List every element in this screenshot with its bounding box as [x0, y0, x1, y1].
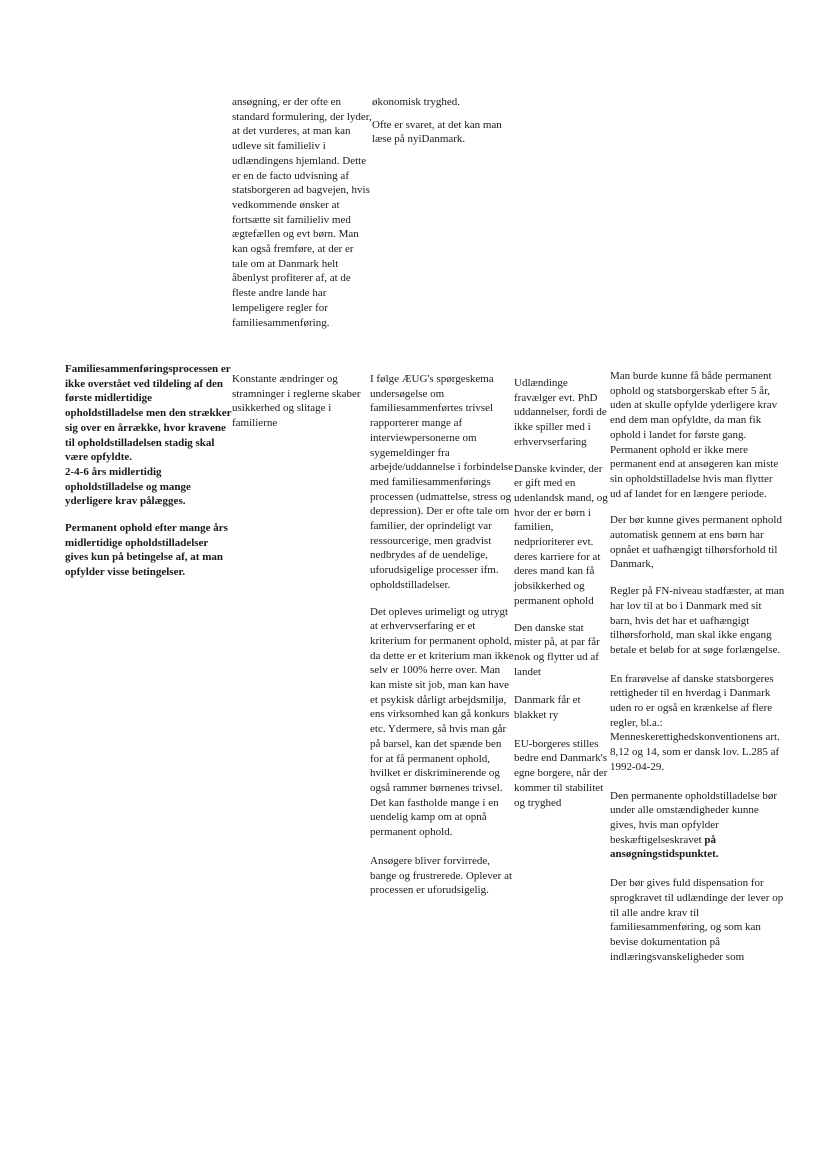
col5-paragraph-4: En frarøvelse af danske statsborgeres rettigheder til en hverdag i Danmark uden ro er også en krænkelse af flere regler, bl.a.: Menneskerettighedskonventionens art. 8,12 og 14, som er dansk lov. L.285 af 1992-04-29.	[610, 672, 780, 773]
col1-paragraph-3: Permanent ophold efter mange års midlertidige opholdstilladelser gives kun på betingelse af, at man opfylder visse betingelser.	[65, 522, 228, 579]
top-col3-paragraph-2: Ofte er svaret, at det kan man læse på nyiDanmark.	[372, 118, 502, 146]
top-col2-paragraph: ansøgning, er der ofte en standard formulering, der lyder, at det vurderes, at man kan udleve sit familieliv i udlændingens hjemland. Dette er en de facto udvisning af statsborgeren ad bagvejen, hvis vedkommende ønsker at fortsætte sit familieliv med ægtefællen og evt børn. Man kan også fremføre, at der er tale om at Danmark helt åbenlyst profiterer af, at de fleste andre lande har lempeligere regler for familiesammenføring.	[232, 96, 372, 329]
col5-paragraph-5	[610, 789, 785, 863]
col5-paragraph-3: Regler på FN-niveau stadfæster, at man har lov til at bo i Danmark med sit barn, hvis det har et uafhængigt tilhørsforhold, man skal ikke engang betale et beløb for at søge forlængelse.	[610, 585, 785, 656]
col3-paragraph-1: I følge ÆUG's spørgeskema undersøgelse om familiesammenførtes trivsel rapporterer mange af interviewpersonerne om sygemeldinger fra arbejde/uddannelse i forbindelse med familiesammenførings processen (udmattelse, stress og depression). Der er ofte tale om familier, der oprindeligt var ressourcerige, men gradvist nedbrydes af de uendelige, uforudsigelige processer ifm. opholdstilladelser.	[370, 373, 513, 591]
row-col-1	[65, 362, 233, 588]
col4-paragraph-5: EU-borgeres stilles bedre end Danmark's egne borgere, når der kommer til stabilitet og tryghed	[514, 737, 608, 809]
col5-paragraph-2: Der bør kunne gives permanent ophold automatisk gennem at ens børn har opnået et uafhængigt tilhørsforhold til Danmark,	[610, 514, 782, 571]
col4-paragraph-1: Udlændinge fravælger evt. PhD uddannelser, fordi de ikke spiller med i erhvervserfaring	[514, 377, 607, 448]
col1-paragraph-2: 2-4-6 års midlertidig opholdstilladelse og mange yderligere krav pålægges.	[65, 465, 191, 508]
col3-paragraph-2: Det opleves urimeligt og utrygt at erhvervserfaring er et kriterium for permanent ophold, da dette er et kriterium man ikke selv er 100% herre over. Man kan miste sit job, man kan have et psykisk dårligt arbejdsmiljø, ens virksomhed kan gå konkurs etc. Ydermere, så hvis man går på barsel, kan det spænde ben for at få permanent ophold, hvilket er diskriminerende og også rammer børnenes trivsel. Det kan fastholde mange i en uendelig kamp om at opnå permanent ophold.	[370, 605, 514, 839]
row-col-3	[370, 372, 515, 906]
col3-paragraph-3: Ansøgere bliver forvirrede, bange og frustrerede. Oplever at processen er uforudsigelig.	[370, 854, 513, 897]
col5-paragraph-5-emphasis: på ansøgningstidspunktet.	[610, 833, 719, 861]
col4-paragraph-3: Den danske stat mister på, at par får nok og flytter ud af landet	[514, 621, 600, 678]
col4-paragraph-4: Danmark får et blakket ry	[514, 694, 581, 722]
row-col-4	[514, 376, 612, 818]
top-col-2	[232, 95, 372, 338]
top-col-3	[372, 95, 520, 155]
row-col-5	[610, 369, 785, 972]
top-col3-paragraph-1: økonomisk tryghed.	[372, 96, 460, 108]
col5-paragraph-6: Der bør gives fuld dispensation for sprogkravet til udlændinge der lever op til alle andre krav til familiesammenføring, og som kan bevise dokumentation på indlæringsvanskeligheder som	[610, 877, 784, 963]
col1-paragraph-1: Familiesammenføringsprocessen er ikke overstået ved tildeling af den første midlertidige opholdstilladelse men den strækker sig over en årrække, hvor kravene til opholdstilladelsen stadig skal være opfyldte.	[65, 363, 232, 464]
row-col-2	[232, 372, 370, 439]
col2-paragraph-1: Konstante ændringer og stramninger i reglerne skaber usikkerhed og slitage i familierne	[232, 373, 361, 430]
col5-paragraph-1: Man burde kunne få både permanent ophold og statsborgerskab efter 5 år, uden at skulle opfylde yderligere krav end dem man opfyldte, da man fik ophold i landet for første gang. Permanent ophold er ikke mere permanent end at ansøgeren kan miste sin opholdstilladelse hvis man flytter ud af landet for en længere periode.	[610, 370, 779, 500]
col4-paragraph-2: Danske kvinder, der er gift med en udenlandsk mand, og hvor der er børn i familien, nedprioriterer evt. deres karriere for at deres mand kan få jobsikkerhed og permanent ophold	[514, 462, 608, 607]
col5-paragraph-5-text: Den permanente opholdstilladelse bør under alle omstændigheder kunne gives, hvis man opfylder beskæftigelseskravet	[610, 789, 778, 846]
